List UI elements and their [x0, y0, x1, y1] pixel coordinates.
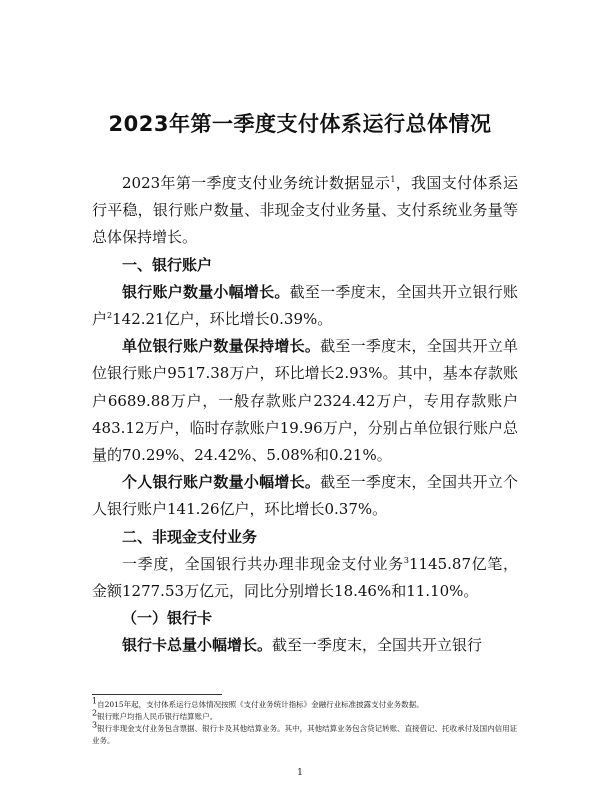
footnote-text: 银行非现金支付业务包含票据、银行卡及其他结算业务。其中，其他结算业务包含贷记转账、直接借记、托收承付及国内信用证业务。: [92, 724, 518, 745]
paragraph-text: 截至一季度末，全国共开立银行: [272, 636, 483, 655]
section-heading-bank-accounts: 一、银行账户: [122, 255, 213, 274]
footnote-item: [92, 708, 522, 723]
footnote-text: 自2015年起，支付体系运行总体情况按照《支付业务统计指标》金融行业标准披露支付业务数据。: [97, 700, 424, 709]
footnote-ref-3[interactable]: 3: [403, 555, 409, 565]
footnote-item: [92, 720, 522, 747]
lead-sentence: 银行账户数量小幅增长。: [122, 282, 290, 301]
page-title: 2023年第一季度支付体系运行总体情况: [108, 112, 492, 136]
footnote-mark: 2: [92, 708, 98, 718]
subsection-heading-bank-cards: （一）银行卡: [122, 609, 213, 628]
lead-sentence: 银行卡总量小幅增长。: [122, 636, 273, 655]
intro-text-a: 2023年第一季度支付业务统计数据显示: [122, 174, 391, 192]
footnote-mark: 3: [92, 720, 98, 730]
intro-text-b: ，我国支付体系运行平稳，银行账户数量、非现金支付业务量、支付系统业务量等总体保持增长。: [92, 174, 518, 247]
intro-paragraph: [92, 170, 518, 252]
section-heading-noncash-payments: 二、非现金支付业务: [122, 527, 258, 546]
paragraph-text-a: 一季度，全国银行共办理非现金支付业务: [122, 554, 404, 573]
paragraph-text-b: 142.21亿户，环比增长0.39%。: [112, 310, 333, 329]
footnote-divider: [92, 694, 222, 695]
footnote-ref-2[interactable]: 2: [107, 311, 113, 321]
paragraph-text: 截至一季度末，全国共开立单位银行账户9517.38万户，环比增长2.93%。其中，基本存款账户6689.88万户，一般存款账户2324.42万户，专用存款账户483.12万户，临时存款账户19.96万户，分别占单位银行账户总量的70.29%、24.42%、5.08%和0.21%。: [92, 337, 518, 465]
footnote-ref-1[interactable]: 1: [390, 175, 396, 184]
footnotes: [92, 694, 522, 747]
paragraph-bank-cards: [92, 632, 518, 659]
paragraph-text-a: 截至一季度末，全国共开立银行账户: [92, 282, 518, 329]
page-number: 1: [297, 768, 303, 778]
lead-sentence: 单位银行账户数量保持增长。: [122, 337, 321, 356]
footnote-mark: 1: [92, 696, 98, 706]
lead-sentence: 个人银行账户数量小幅增长。: [122, 473, 321, 492]
paragraph-personal-accounts: [92, 469, 518, 523]
document-body: [92, 170, 518, 660]
paragraph-bank-accounts: [92, 279, 518, 333]
paragraph-unit-accounts: [92, 333, 518, 469]
footnote-text: 银行账户均指人民币银行结算账户。: [97, 712, 218, 721]
paragraph-noncash-payments: [92, 551, 518, 605]
footnote-item: [92, 696, 522, 711]
paragraph-text: 截至一季度末，全国共开立个人银行账户141.26亿户，环比增长0.37%。: [92, 473, 518, 519]
paragraph-text-b: 1145.87亿笔，金额1277.53万亿元，同比分别增长18.46%和11.10%。: [92, 554, 518, 601]
